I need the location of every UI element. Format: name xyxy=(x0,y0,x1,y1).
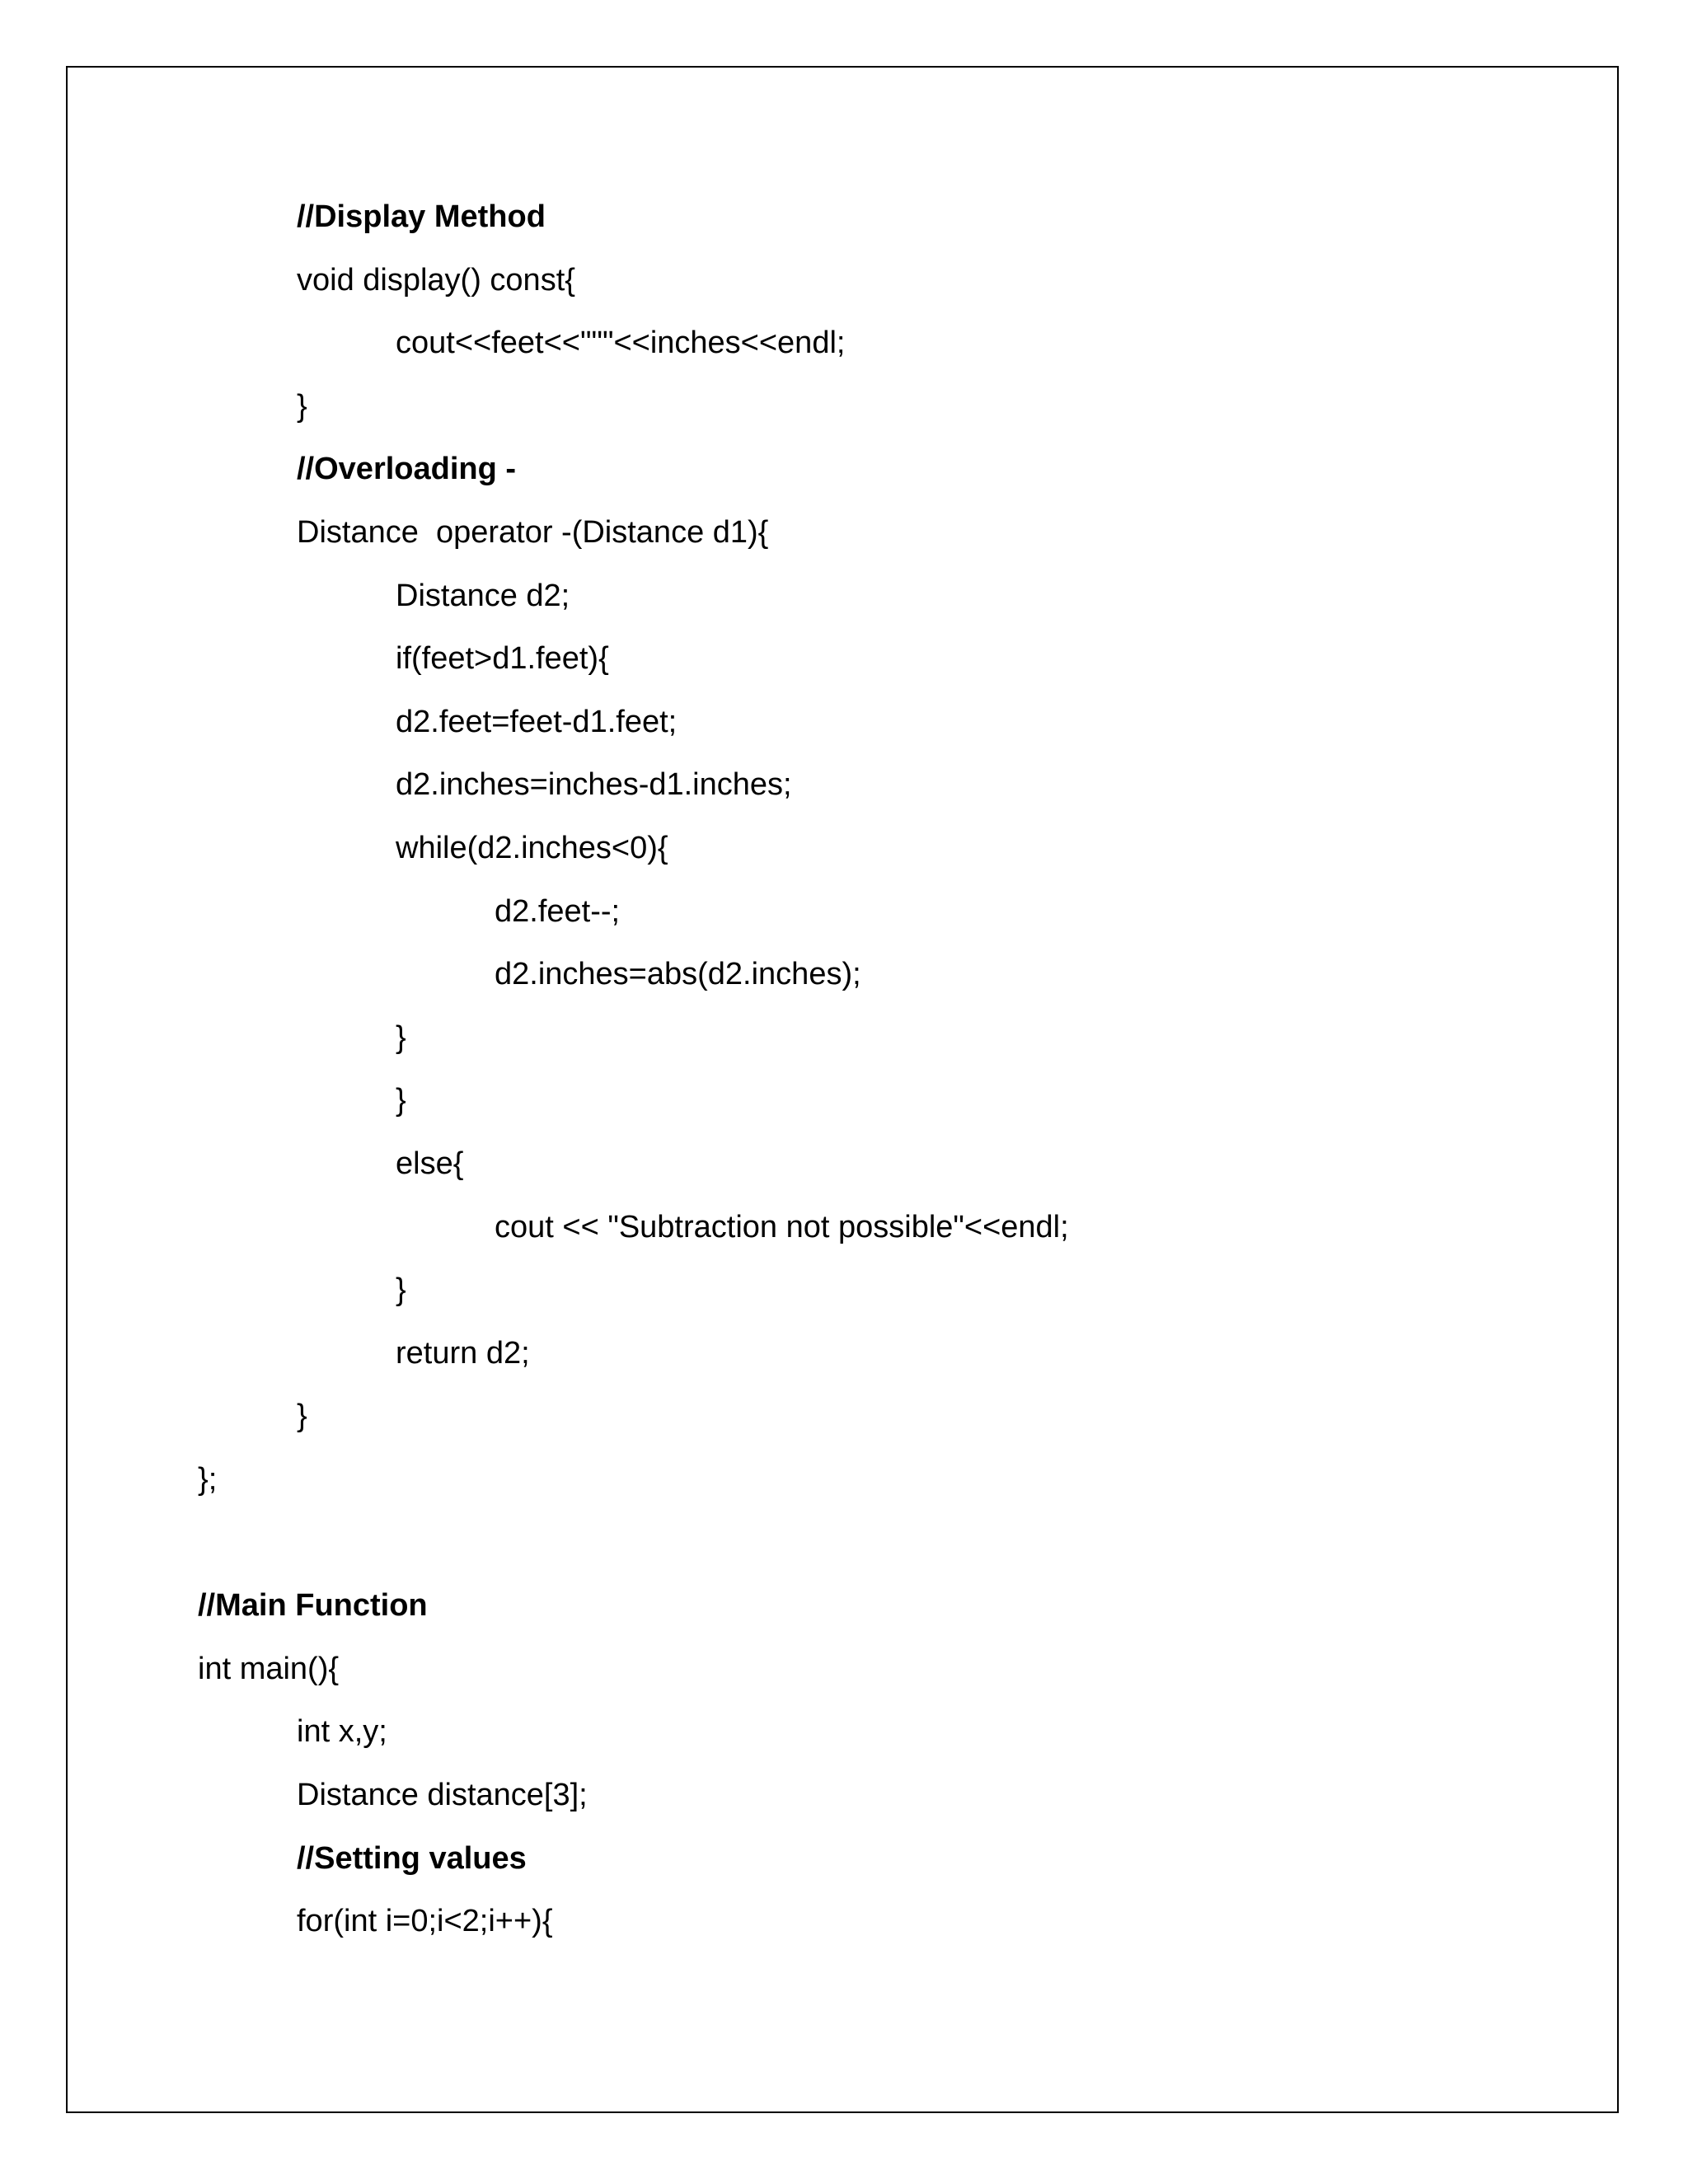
code-line: while(d2.inches<0){ xyxy=(396,831,668,865)
code-line: cout<<feet<<"""<<inches<<endl; xyxy=(396,326,846,361)
code-line: } xyxy=(396,1272,406,1308)
code-line: else{ xyxy=(396,1146,464,1181)
code-line: Distance operator -(Distance d1){ xyxy=(297,515,769,550)
code-line: int main(){ xyxy=(198,1651,340,1686)
code-line: d2.feet--; xyxy=(495,893,621,929)
code-line: void display() const{ xyxy=(297,262,575,298)
code-line: }; xyxy=(198,1462,218,1497)
code-line: } xyxy=(297,1399,307,1434)
code-comment-line: //Main Function xyxy=(198,1588,428,1624)
code-line: if(feet>d1.feet){ xyxy=(396,641,609,677)
code-line: int x,y; xyxy=(297,1714,387,1750)
code-line: for(int i=0;i<2;i++){ xyxy=(297,1904,553,1939)
code-line: Distance distance[3]; xyxy=(297,1778,588,1812)
code-line: d2.feet=feet-d1.feet; xyxy=(396,704,678,739)
code-comment-line: //Setting values xyxy=(297,1840,527,1876)
code-line: Distance d2; xyxy=(396,578,570,613)
code-line: d2.inches=inches-d1.inches; xyxy=(396,767,792,803)
code-line: return d2; xyxy=(396,1335,530,1371)
code-line: } xyxy=(396,1083,406,1118)
code-line: } xyxy=(396,1019,406,1055)
code-line: d2.inches=abs(d2.inches); xyxy=(495,957,861,992)
code-line: } xyxy=(297,388,307,424)
code-comment-line: //Overloading - xyxy=(297,452,517,487)
code-comment-line: //Display Method xyxy=(297,199,546,234)
code-line: cout << "Subtraction not possible"<<endl; xyxy=(495,1209,1069,1244)
